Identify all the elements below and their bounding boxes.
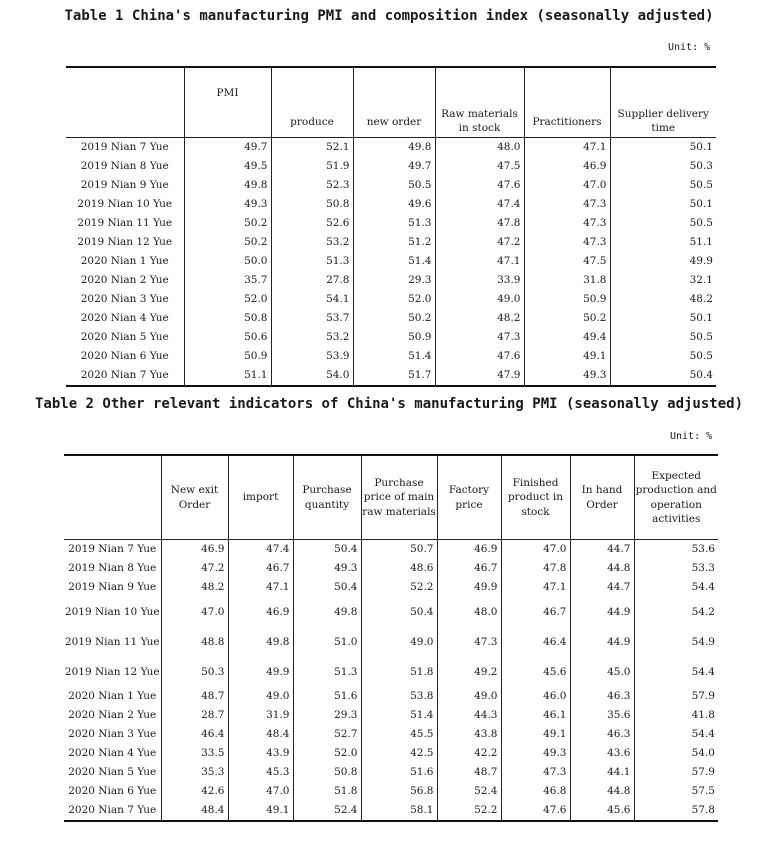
row-label: 2020 Nian 2 Yue xyxy=(80,274,169,287)
table-cell: 54.0 xyxy=(271,366,353,386)
table-cell: 49.8 xyxy=(228,627,293,657)
table-cell: 51.4 xyxy=(361,706,437,725)
table-cell: 51.3 xyxy=(293,657,361,687)
table-cell: 46.9 xyxy=(437,540,501,560)
table-row xyxy=(66,347,716,366)
table-cell: 54.4 xyxy=(634,725,718,744)
table-row xyxy=(64,559,718,578)
table-row xyxy=(66,233,716,252)
table-cell: 44.8 xyxy=(570,559,634,578)
row-label: 2019 Nian 9 Yue xyxy=(68,581,157,594)
table-cell: 51.4 xyxy=(353,347,435,366)
table-cell: 50.9 xyxy=(184,347,271,366)
table-cell: 48.4 xyxy=(161,801,228,821)
table-cell: 48.2 xyxy=(610,290,716,309)
table2-header-purchase-quantity: Purchase quantity xyxy=(293,455,361,540)
table-cell: 50.9 xyxy=(524,290,610,309)
table-cell: 43.6 xyxy=(570,744,634,763)
table-cell: 44.3 xyxy=(437,706,501,725)
table-cell: 52.6 xyxy=(271,214,353,233)
table-cell: 56.8 xyxy=(361,782,437,801)
table1-header-supplier-delivery: Supplier delivery time xyxy=(610,67,716,138)
table-cell: 50.1 xyxy=(610,138,716,158)
table-cell: 51.0 xyxy=(293,627,361,657)
table-cell: 50.6 xyxy=(184,328,271,347)
table-cell: 29.3 xyxy=(293,706,361,725)
table-cell: 46.8 xyxy=(501,782,570,801)
table-cell: 49.9 xyxy=(437,578,501,597)
table-cell: 43.8 xyxy=(437,725,501,744)
table-cell: 45.0 xyxy=(570,657,634,687)
table-cell: 33.5 xyxy=(161,744,228,763)
table-cell: 49.1 xyxy=(524,347,610,366)
table-cell: 31.8 xyxy=(524,271,610,290)
table-cell: 57.9 xyxy=(634,763,718,782)
table-cell: 51.8 xyxy=(293,782,361,801)
table1-header-pmi: PMI xyxy=(184,67,271,138)
table-cell: 47.0 xyxy=(228,782,293,801)
table-cell: 35.7 xyxy=(184,271,271,290)
table-cell: 50.5 xyxy=(610,347,716,366)
table-row xyxy=(66,309,716,328)
table-cell: 53.9 xyxy=(271,347,353,366)
table-cell: 48.8 xyxy=(161,627,228,657)
table-cell: 49.3 xyxy=(184,195,271,214)
table-cell: 50.5 xyxy=(610,176,716,195)
table-cell: 49.3 xyxy=(293,559,361,578)
table-cell: 47.8 xyxy=(435,214,524,233)
table1-header-corner xyxy=(66,67,184,138)
row-label: 2020 Nian 1 Yue xyxy=(68,690,157,703)
row-label: 2019 Nian 8 Yue xyxy=(68,562,157,575)
table-cell: 50.7 xyxy=(361,540,437,560)
table-cell: 46.7 xyxy=(501,597,570,627)
table-cell: 52.2 xyxy=(437,801,501,821)
table-cell: 47.0 xyxy=(161,597,228,627)
table1-header-raw-materials: Raw materials in stock xyxy=(435,67,524,138)
table-cell: 50.1 xyxy=(610,309,716,328)
table-cell: 52.3 xyxy=(271,176,353,195)
table-cell: 52.7 xyxy=(293,725,361,744)
table-cell: 47.3 xyxy=(437,627,501,657)
table-cell: 47.1 xyxy=(228,578,293,597)
table-cell: 54.2 xyxy=(634,597,718,627)
table-cell: 52.0 xyxy=(353,290,435,309)
table-cell: 50.5 xyxy=(353,176,435,195)
row-label: 2020 Nian 6 Yue xyxy=(68,785,157,798)
table-row xyxy=(66,271,716,290)
table-cell: 49.0 xyxy=(228,687,293,706)
table-cell: 27.8 xyxy=(271,271,353,290)
table-cell: 51.1 xyxy=(184,366,271,386)
table2-header-finished-product: Finished product in stock xyxy=(501,455,570,540)
table-cell: 47.1 xyxy=(501,578,570,597)
table-cell: 50.2 xyxy=(184,214,271,233)
row-label: 2020 Nian 5 Yue xyxy=(80,331,169,344)
row-label: 2019 Nian 9 Yue xyxy=(80,179,169,192)
table-cell: 41.8 xyxy=(634,706,718,725)
table2-header-purchase-price: Purchase price of main raw materials xyxy=(361,455,437,540)
table-cell: 49.9 xyxy=(610,252,716,271)
table-row xyxy=(66,366,716,386)
table-row xyxy=(66,290,716,309)
row-label: 2020 Nian 2 Yue xyxy=(68,709,157,722)
table-cell: 49.8 xyxy=(353,138,435,158)
table-cell: 47.5 xyxy=(435,157,524,176)
table-cell: 50.2 xyxy=(353,309,435,328)
table-cell: 50.1 xyxy=(610,195,716,214)
table1-title: Table 1 China's manufacturing PMI and composition index (seasonally adjusted) xyxy=(64,8,714,24)
table-cell: 44.9 xyxy=(570,597,634,627)
table-cell: 58.1 xyxy=(361,801,437,821)
table-cell: 47.3 xyxy=(524,214,610,233)
table-cell: 51.2 xyxy=(353,233,435,252)
table-cell: 45.6 xyxy=(501,657,570,687)
table-cell: 50.5 xyxy=(610,214,716,233)
table-cell: 49.4 xyxy=(524,328,610,347)
table-row xyxy=(64,744,718,763)
table-cell: 52.4 xyxy=(293,801,361,821)
table-cell: 53.2 xyxy=(271,328,353,347)
table-cell: 28.7 xyxy=(161,706,228,725)
table-cell: 48.6 xyxy=(361,559,437,578)
table-cell: 49.6 xyxy=(353,195,435,214)
table-cell: 29.3 xyxy=(353,271,435,290)
table2-header-corner xyxy=(64,455,161,540)
table2-header-factory-price: Factory price xyxy=(437,455,501,540)
table-cell: 49.7 xyxy=(184,138,271,158)
table-cell: 47.3 xyxy=(524,233,610,252)
table2-unit: Unit: % xyxy=(670,431,713,442)
table-cell: 57.9 xyxy=(634,687,718,706)
table-cell: 49.2 xyxy=(437,657,501,687)
table-cell: 49.0 xyxy=(437,687,501,706)
table-cell: 54.9 xyxy=(634,627,718,657)
table-cell: 47.8 xyxy=(501,559,570,578)
table-cell: 32.1 xyxy=(610,271,716,290)
table-cell: 50.4 xyxy=(293,540,361,560)
table-cell: 52.4 xyxy=(437,782,501,801)
table-cell: 51.6 xyxy=(361,763,437,782)
table-cell: 50.8 xyxy=(271,195,353,214)
table1-unit: Unit: % xyxy=(668,42,711,53)
table1-header-practitioners: Practitioners xyxy=(524,67,610,138)
table-cell: 51.4 xyxy=(353,252,435,271)
table-cell: 53.3 xyxy=(634,559,718,578)
table2-header-row xyxy=(64,455,718,540)
row-label: 2020 Nian 7 Yue xyxy=(68,804,157,817)
row-label: 2020 Nian 6 Yue xyxy=(80,350,169,363)
table-cell: 53.7 xyxy=(271,309,353,328)
table-row xyxy=(64,801,718,821)
table-cell: 49.0 xyxy=(361,627,437,657)
table-cell: 52.2 xyxy=(361,578,437,597)
table-cell: 46.1 xyxy=(501,706,570,725)
table-cell: 48.2 xyxy=(161,578,228,597)
row-label: 2020 Nian 1 Yue xyxy=(80,255,169,268)
table1 xyxy=(66,66,716,387)
row-label: 2019 Nian 11 Yue xyxy=(77,217,173,230)
table-cell: 46.0 xyxy=(501,687,570,706)
table-row xyxy=(66,214,716,233)
table-cell: 35.6 xyxy=(570,706,634,725)
table-cell: 46.9 xyxy=(161,540,228,560)
table-cell: 50.4 xyxy=(610,366,716,386)
table-row xyxy=(66,252,716,271)
table-row xyxy=(64,578,718,597)
row-label: 2019 Nian 12 Yue xyxy=(77,236,173,249)
table-cell: 54.0 xyxy=(634,744,718,763)
table-cell: 42.5 xyxy=(361,744,437,763)
table-cell: 57.5 xyxy=(634,782,718,801)
table-row xyxy=(66,157,716,176)
table2-header-new-exit-order: New exit Order xyxy=(161,455,228,540)
table-cell: 44.7 xyxy=(570,540,634,560)
row-label: 2019 Nian 10 Yue xyxy=(64,606,160,618)
table-row xyxy=(64,657,718,687)
table-cell: 51.9 xyxy=(271,157,353,176)
row-label: 2020 Nian 4 Yue xyxy=(68,747,157,760)
row-label: 2019 Nian 7 Yue xyxy=(80,141,169,154)
table-cell: 46.9 xyxy=(228,597,293,627)
table-cell: 50.2 xyxy=(184,233,271,252)
table-row xyxy=(66,328,716,347)
table-cell: 53.8 xyxy=(361,687,437,706)
table-row xyxy=(64,782,718,801)
table-cell: 53.6 xyxy=(634,540,718,560)
table-cell: 47.2 xyxy=(161,559,228,578)
table-cell: 50.8 xyxy=(184,309,271,328)
table-cell: 45.3 xyxy=(228,763,293,782)
table-cell: 47.3 xyxy=(435,328,524,347)
row-label: 2020 Nian 3 Yue xyxy=(80,293,169,306)
table-cell: 46.7 xyxy=(228,559,293,578)
table2-header-in-hand-order: In hand Order xyxy=(570,455,634,540)
table-cell: 46.7 xyxy=(437,559,501,578)
table-cell: 52.0 xyxy=(184,290,271,309)
table-cell: 48.0 xyxy=(435,138,524,158)
table-cell: 44.9 xyxy=(570,627,634,657)
row-label: 2020 Nian 5 Yue xyxy=(68,766,157,779)
table-cell: 51.6 xyxy=(293,687,361,706)
table-cell: 51.3 xyxy=(271,252,353,271)
table-cell: 54.4 xyxy=(634,578,718,597)
table-cell: 33.9 xyxy=(435,271,524,290)
table-cell: 46.3 xyxy=(570,687,634,706)
table-row xyxy=(66,195,716,214)
table-cell: 51.1 xyxy=(610,233,716,252)
table-row xyxy=(64,706,718,725)
table-cell: 49.8 xyxy=(293,597,361,627)
table-cell: 50.0 xyxy=(184,252,271,271)
table-row xyxy=(64,763,718,782)
table-cell: 50.2 xyxy=(524,309,610,328)
table1-header-new-order: new order xyxy=(353,67,435,138)
table-cell: 46.9 xyxy=(524,157,610,176)
table-cell: 51.7 xyxy=(353,366,435,386)
table-cell: 52.0 xyxy=(293,744,361,763)
row-label: 2020 Nian 4 Yue xyxy=(80,312,169,325)
table-cell: 47.5 xyxy=(524,252,610,271)
table-cell: 47.9 xyxy=(435,366,524,386)
table-cell: 47.0 xyxy=(524,176,610,195)
table-cell: 45.6 xyxy=(570,801,634,821)
table-cell: 46.3 xyxy=(570,725,634,744)
table-cell: 43.9 xyxy=(228,744,293,763)
table-cell: 53.2 xyxy=(271,233,353,252)
table-row xyxy=(66,138,716,158)
table-cell: 48.7 xyxy=(437,763,501,782)
table-cell: 47.3 xyxy=(501,763,570,782)
table1-body xyxy=(66,138,716,387)
table-cell: 49.9 xyxy=(228,657,293,687)
table-cell: 45.5 xyxy=(361,725,437,744)
table-cell: 51.8 xyxy=(361,657,437,687)
table-cell: 51.3 xyxy=(353,214,435,233)
table-cell: 52.1 xyxy=(271,138,353,158)
table-cell: 47.1 xyxy=(524,138,610,158)
table-cell: 44.8 xyxy=(570,782,634,801)
table2-header-import: import xyxy=(228,455,293,540)
table-cell: 57.8 xyxy=(634,801,718,821)
table-row xyxy=(66,176,716,195)
table-cell: 47.3 xyxy=(524,195,610,214)
table-cell: 46.4 xyxy=(161,725,228,744)
table-cell: 50.4 xyxy=(361,597,437,627)
table-cell: 47.0 xyxy=(501,540,570,560)
row-label: 2019 Nian 12 Yue xyxy=(64,666,160,678)
table-cell: 49.3 xyxy=(524,366,610,386)
table1-header-row xyxy=(66,67,716,138)
table-cell: 44.1 xyxy=(570,763,634,782)
table-cell: 47.6 xyxy=(501,801,570,821)
table-row xyxy=(64,627,718,657)
table-row xyxy=(64,540,718,560)
table-cell: 50.3 xyxy=(610,157,716,176)
table-row xyxy=(64,597,718,627)
table-cell: 44.7 xyxy=(570,578,634,597)
table-cell: 49.3 xyxy=(501,744,570,763)
table-cell: 54.1 xyxy=(271,290,353,309)
table-cell: 49.5 xyxy=(184,157,271,176)
table-cell: 47.4 xyxy=(435,195,524,214)
table-cell: 47.2 xyxy=(435,233,524,252)
table-cell: 47.6 xyxy=(435,347,524,366)
table-cell: 46.4 xyxy=(501,627,570,657)
table-cell: 50.5 xyxy=(610,328,716,347)
table-cell: 42.2 xyxy=(437,744,501,763)
table-cell: 49.0 xyxy=(435,290,524,309)
table1-header-produce: produce xyxy=(271,67,353,138)
table-cell: 48.2 xyxy=(435,309,524,328)
row-label: 2019 Nian 10 Yue xyxy=(77,198,173,211)
table-cell: 48.0 xyxy=(437,597,501,627)
table-cell: 47.6 xyxy=(435,176,524,195)
table-cell: 47.1 xyxy=(435,252,524,271)
table-cell: 49.1 xyxy=(501,725,570,744)
table-cell: 50.8 xyxy=(293,763,361,782)
row-label: 2019 Nian 11 Yue xyxy=(64,636,160,648)
table-cell: 31.9 xyxy=(228,706,293,725)
row-label: 2019 Nian 7 Yue xyxy=(68,543,157,556)
table-cell: 48.7 xyxy=(161,687,228,706)
table-cell: 35.3 xyxy=(161,763,228,782)
row-label: 2019 Nian 8 Yue xyxy=(80,160,169,173)
table-cell: 49.7 xyxy=(353,157,435,176)
row-label: 2020 Nian 7 Yue xyxy=(80,369,169,382)
table-cell: 47.4 xyxy=(228,540,293,560)
table-cell: 50.3 xyxy=(161,657,228,687)
row-label: 2020 Nian 3 Yue xyxy=(68,728,157,741)
table-cell: 49.8 xyxy=(184,176,271,195)
table2 xyxy=(64,454,718,822)
table-cell: 54.4 xyxy=(634,657,718,687)
table-cell: 50.9 xyxy=(353,328,435,347)
table-cell: 49.1 xyxy=(228,801,293,821)
table2-title: Table 2 Other relevant indicators of China's manufacturing PMI (seasonally adjusted) xyxy=(34,396,743,412)
table2-body xyxy=(64,540,718,822)
table-cell: 42.6 xyxy=(161,782,228,801)
table-cell: 48.4 xyxy=(228,725,293,744)
table-row xyxy=(64,687,718,706)
table-row xyxy=(64,725,718,744)
table2-header-expected-production: Expected production and operation activities xyxy=(634,455,718,540)
table-cell: 50.4 xyxy=(293,578,361,597)
